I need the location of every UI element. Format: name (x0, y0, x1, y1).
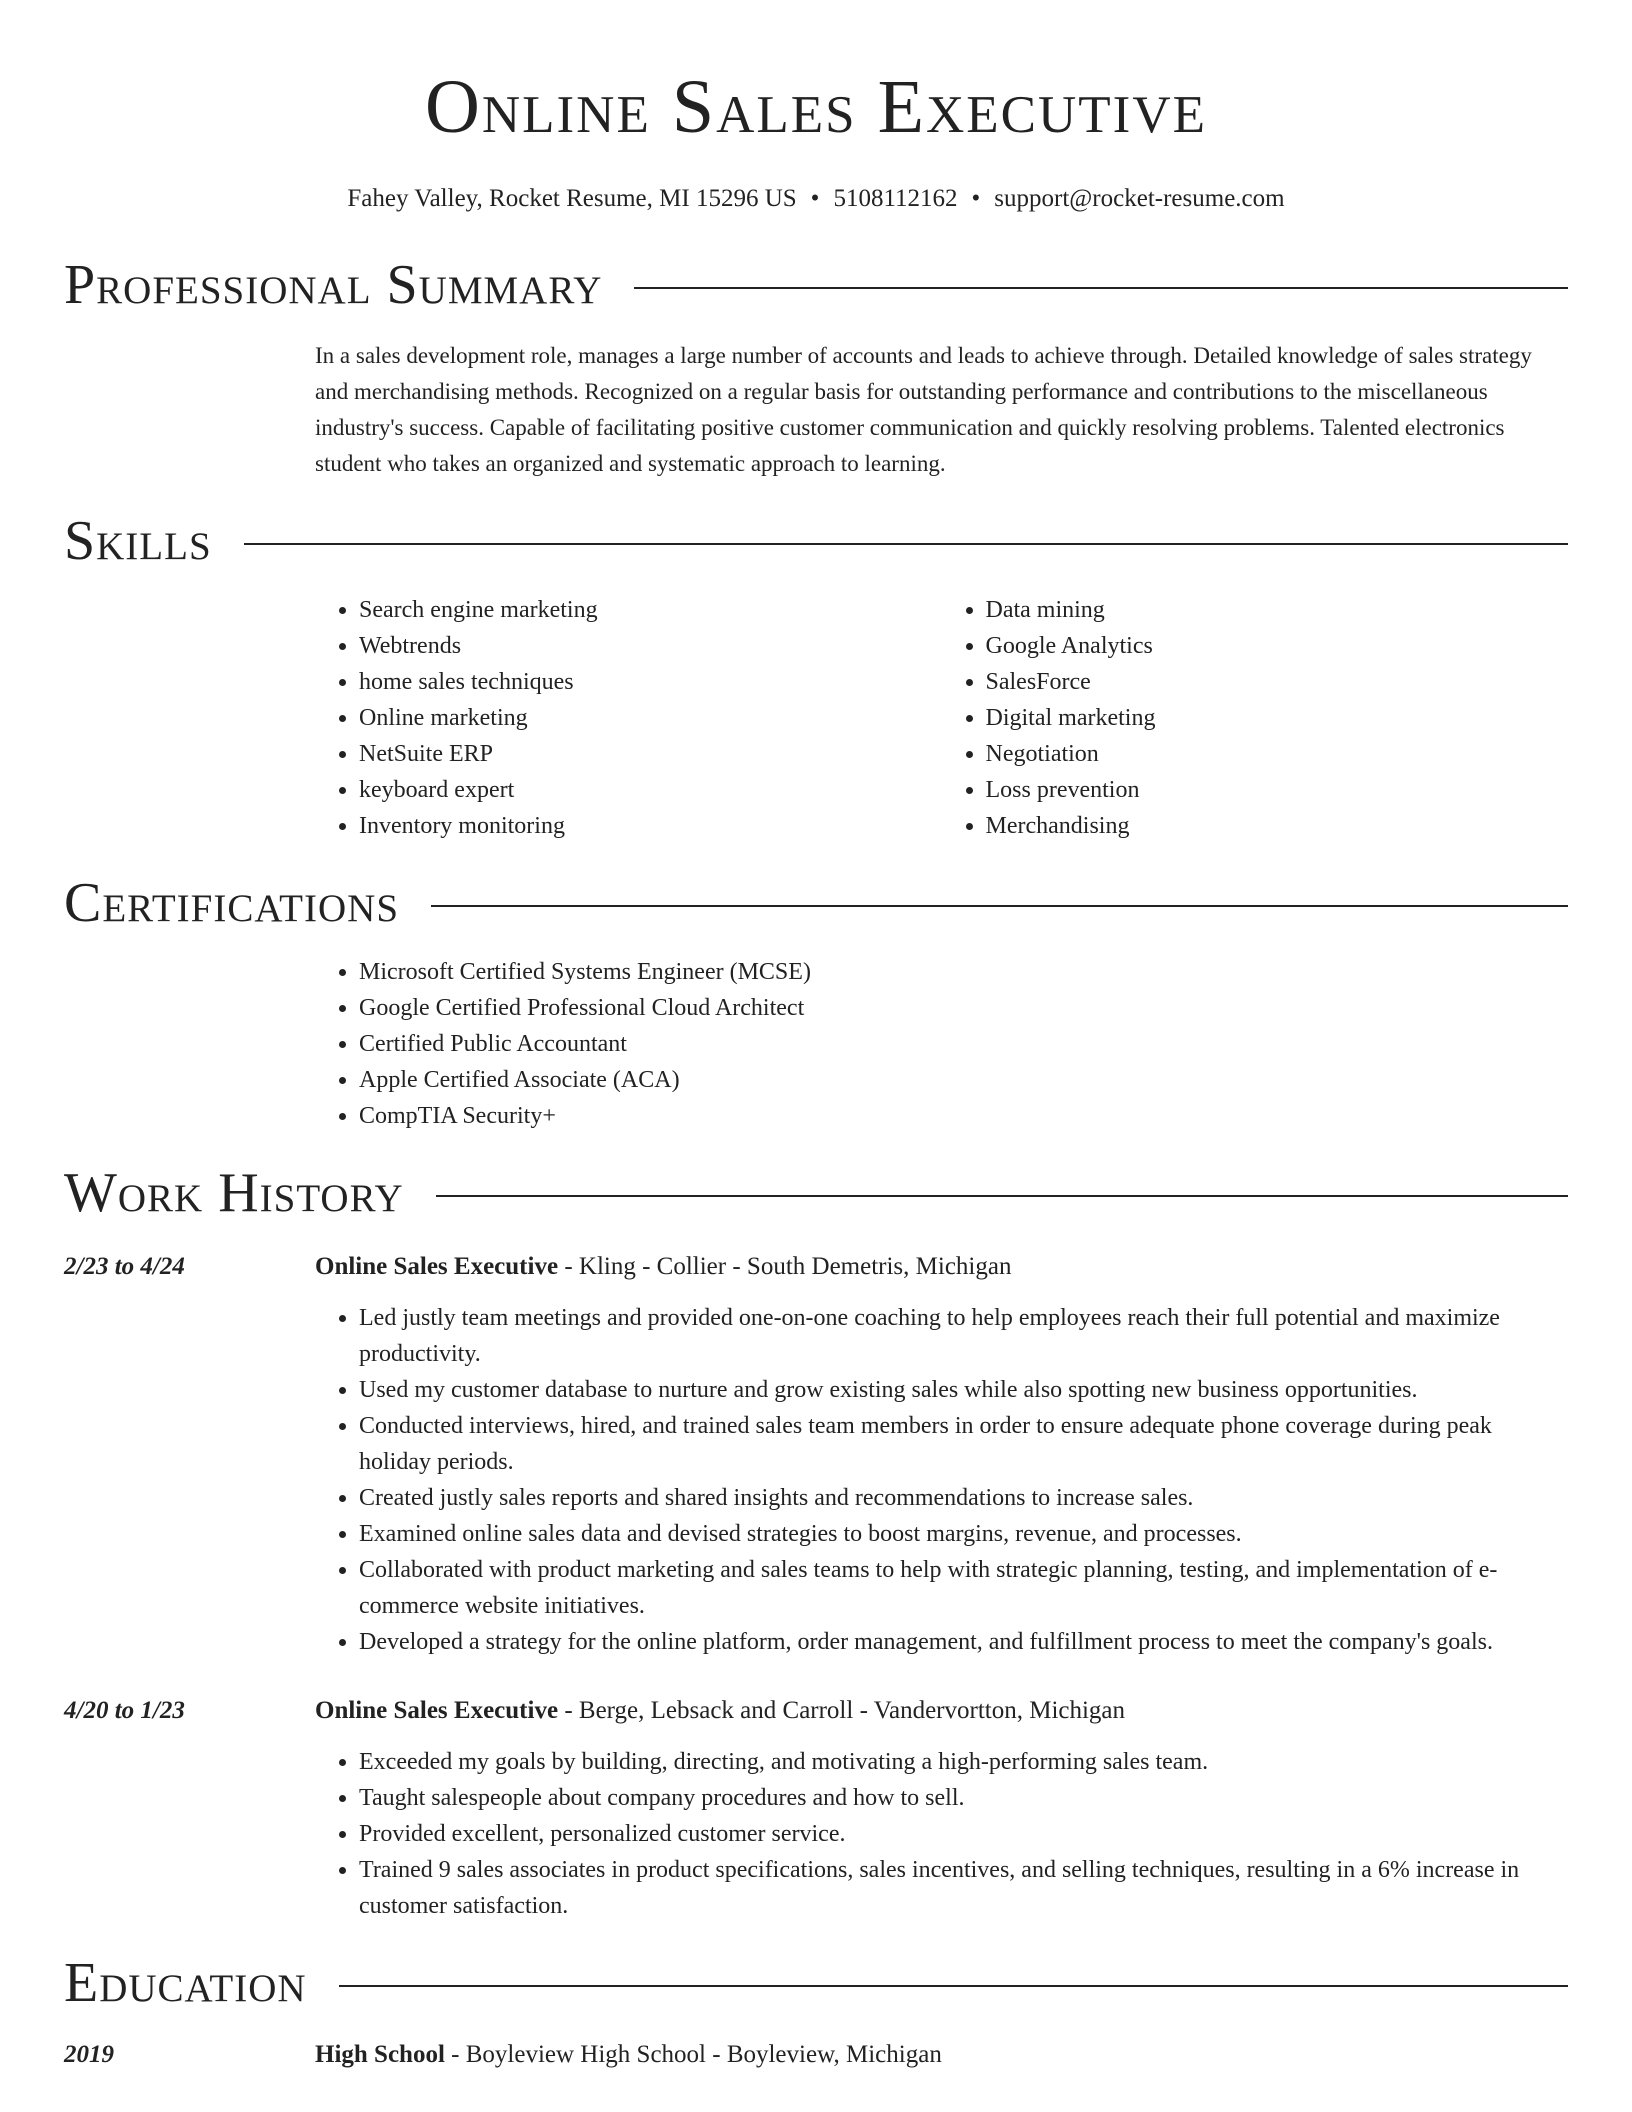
job-title: Online Sales Executive (315, 1253, 559, 1280)
education-entry (64, 2038, 1568, 2072)
work-history-title: Work History (64, 1162, 404, 1224)
job-dates: 2/23 to 4/24 (64, 1253, 185, 1280)
education-details: - Boyleview High School - Boyleview, Michigan (444, 2041, 942, 2068)
job-bullet: • Used my customer database to nurture and grow existing sales while also spotting new business opportunities. (359, 1372, 1568, 1408)
section-divider (244, 543, 1568, 545)
certifications-section (64, 870, 1568, 1134)
skill-item: • Merchandising (986, 808, 1569, 844)
skill-item: • Data mining (986, 592, 1569, 628)
work-history-header (64, 1160, 1568, 1226)
certification-item: • CompTIA Security+ (359, 1098, 1568, 1134)
skill-item: • Google Analytics (986, 628, 1569, 664)
job-bullet: • Conducted interviews, hired, and trained sales team members in order to ensure adequate phone coverage during peak holiday periods. (359, 1408, 1568, 1480)
skill-item: • Negotiation (986, 736, 1569, 772)
certification-item: • Certified Public Accountant (359, 1026, 1568, 1062)
job-bullet: • Taught salespeople about company procedures and how to sell. (359, 1780, 1568, 1816)
job-bullets (315, 1300, 1568, 1660)
education-section (64, 1950, 1568, 2072)
job-list (64, 1250, 1568, 1924)
skills-title: Skills (64, 510, 212, 572)
contact-separator: • (971, 185, 981, 212)
skills-list-right (942, 592, 1569, 844)
education-header (64, 1950, 1568, 2016)
job-bullet: • Led justly team meetings and provided one-on-one coaching to help employees reach their full potential and maximize productivity. (359, 1300, 1568, 1372)
section-divider (431, 905, 1568, 907)
education-heading (315, 2038, 942, 2072)
job-entry (64, 1250, 1568, 1660)
job-dates: 4/20 to 1/23 (64, 1697, 185, 1724)
certification-item: • Google Certified Professional Cloud Architect (359, 990, 1568, 1026)
skills-grid (315, 592, 1568, 844)
job-header (64, 1250, 1568, 1284)
education-list (64, 2038, 1568, 2072)
contact-address: Fahey Valley, Rocket Resume, MI 15296 US (347, 185, 797, 212)
summary-body (315, 338, 1568, 482)
job-bullet: • Created justly sales reports and shared insights and recommendations to increase sales. (359, 1480, 1568, 1516)
contact-line (64, 184, 1568, 214)
job-bullet: • Exceeded my goals by building, directing, and motivating a high-performing sales team. (359, 1744, 1568, 1780)
job-details: - Berge, Lebsack and Carroll - Vandervortton, Michigan (558, 1697, 1126, 1724)
skill-item: • Search engine marketing (359, 592, 942, 628)
job-bullet: • Trained 9 sales associates in product specifications, sales incentives, and selling techniques, resulting in a 6% increase in customer satisfaction. (359, 1852, 1568, 1924)
skill-item: • Webtrends (359, 628, 942, 664)
skill-item: • SalesForce (986, 664, 1569, 700)
job-bullet: • Provided excellent, personalized customer service. (359, 1816, 1568, 1852)
skill-item: • keyboard expert (359, 772, 942, 808)
skill-item: • NetSuite ERP (359, 736, 942, 772)
job-bullets (315, 1744, 1568, 1924)
skills-list-left (315, 592, 942, 844)
education-year: 2019 (64, 2041, 114, 2068)
contact-email: support@rocket-resume.com (994, 185, 1285, 212)
skill-item: • Online marketing (359, 700, 942, 736)
contact-separator: • (810, 185, 820, 212)
section-divider (339, 1985, 1568, 1987)
job-title: Online Sales Executive (315, 1697, 559, 1724)
job-heading (315, 1694, 1125, 1728)
skill-item: • Loss prevention (986, 772, 1569, 808)
resume-name-heading: Online Sales Executive (425, 65, 1207, 149)
certification-item: • Microsoft Certified Systems Engineer (MCSE) (359, 954, 1568, 990)
summary-text: In a sales development role, manages a large number of accounts and leads to achieve through. Detailed knowledge of sales strategy and merchandising methods. Recognized on a regular basis for outstanding performance and contributions to the miscellaneous industry's success. Capable of facilitating positive customer communication and quickly resolving problems. Talented electronics student who takes an organized and systematic approach to learning. (315, 343, 1532, 476)
education-degree: High School (315, 2041, 445, 2068)
skill-item: • Inventory monitoring (359, 808, 942, 844)
contact-phone: 5108112162 (833, 185, 958, 212)
job-bullet: • Collaborated with product marketing and sales teams to help with strategic planning, testing, and implementation of e-commerce website initiatives. (359, 1552, 1568, 1624)
skills-section (64, 508, 1568, 844)
summary-section (64, 252, 1568, 482)
certification-item: • Apple Certified Associate (ACA) (359, 1062, 1568, 1098)
skill-item: • home sales techniques (359, 664, 942, 700)
work-history-section (64, 1160, 1568, 1924)
summary-title: Professional Summary (64, 254, 603, 316)
job-entry (64, 1694, 1568, 1924)
section-divider (436, 1195, 1568, 1197)
section-divider (634, 287, 1568, 289)
job-details: - Kling - Collier - South Demetris, Michigan (558, 1253, 1012, 1280)
job-bullet: • Developed a strategy for the online platform, order management, and fulfillment process to meet the company's goals. (359, 1624, 1568, 1660)
job-body (315, 1744, 1568, 1924)
skills-header (64, 508, 1568, 574)
certifications-header (64, 870, 1568, 936)
job-header (64, 1694, 1568, 1728)
certifications-title: Certifications (64, 872, 400, 934)
skill-item: • Digital marketing (986, 700, 1569, 736)
job-body (315, 1300, 1568, 1660)
education-title: Education (64, 1952, 307, 2014)
certifications-list (315, 954, 1568, 1134)
job-bullet: • Examined online sales data and devised strategies to boost margins, revenue, and processes. (359, 1516, 1568, 1552)
job-heading (315, 1250, 1011, 1284)
summary-header (64, 252, 1568, 318)
certifications-body (315, 954, 1568, 1134)
resume-page (64, 0, 1568, 2072)
